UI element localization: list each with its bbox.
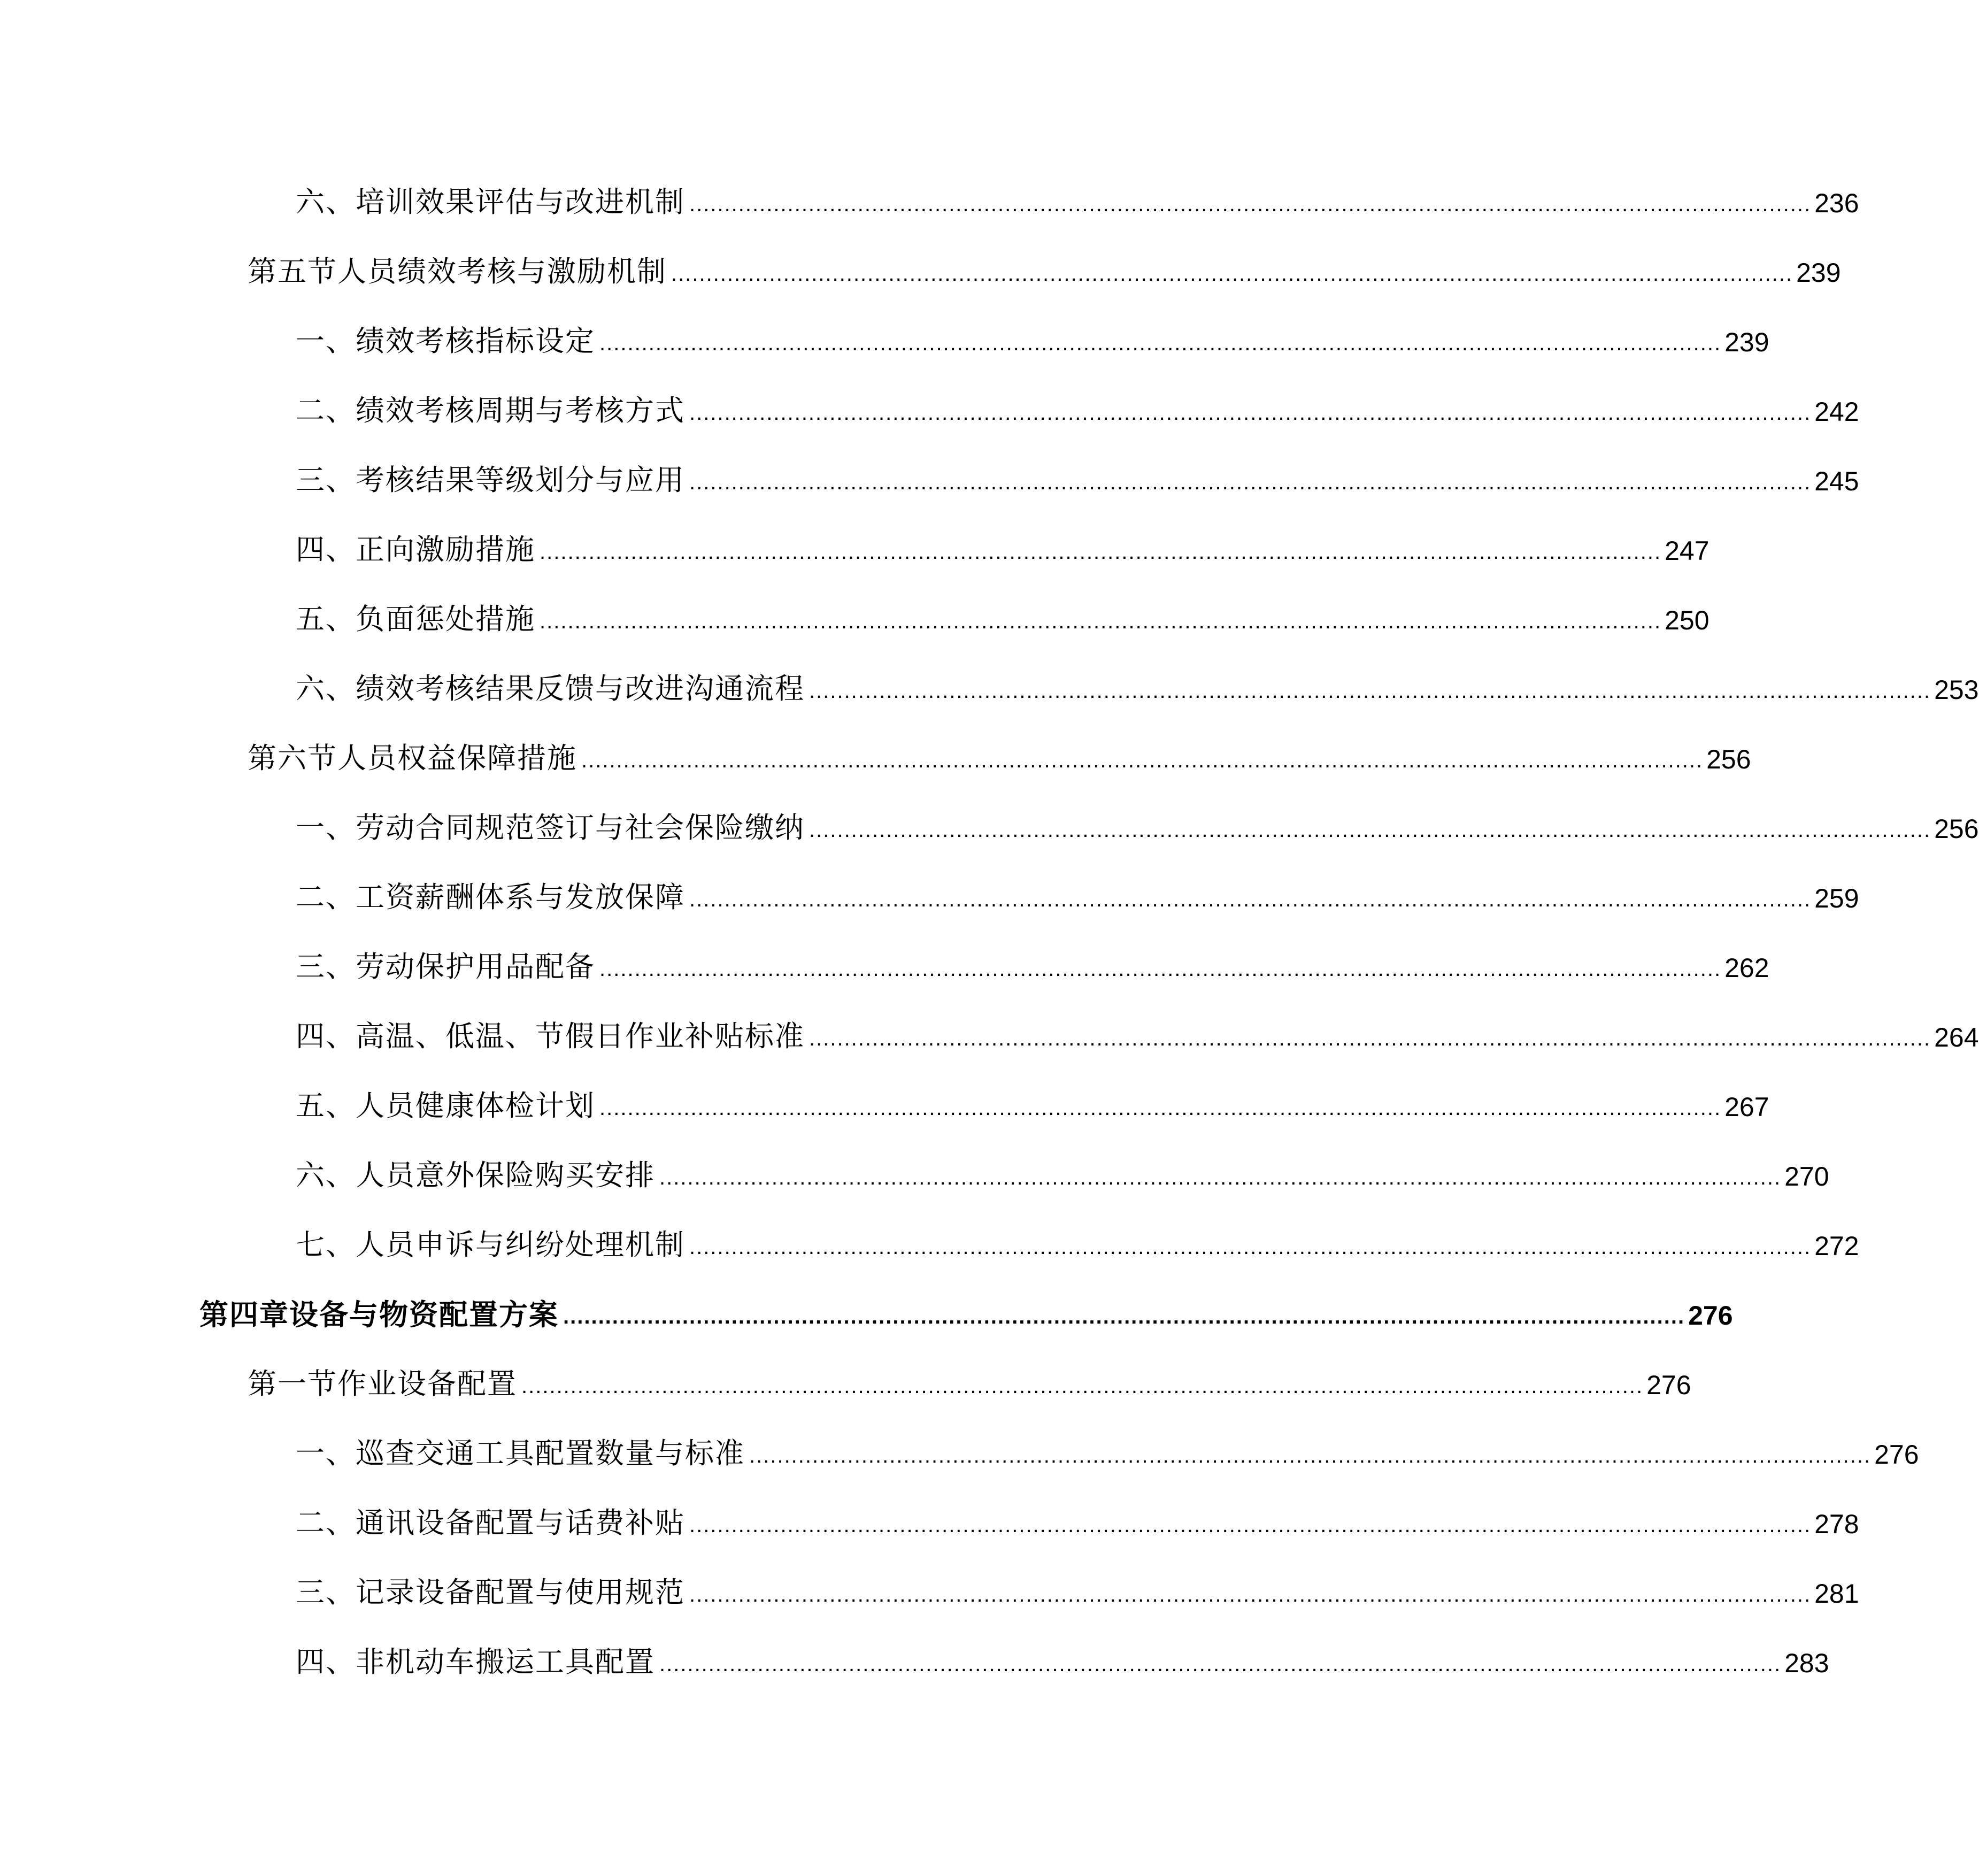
toc-entry-page: 267 bbox=[1724, 1092, 1769, 1122]
toc-entry-page: 242 bbox=[1814, 397, 1859, 427]
dot-leader: ................................................................................................................................................................ bbox=[809, 818, 1931, 842]
toc-entry-page: 259 bbox=[1814, 883, 1859, 913]
toc-entry[interactable] bbox=[296, 1425, 1919, 1470]
toc-entry-title: 第六节人员权益保障措施 bbox=[248, 741, 577, 775]
toc-entry-page: 236 bbox=[1814, 188, 1859, 218]
dot-leader: ................................................................................................................................................................ bbox=[540, 540, 1662, 564]
dot-leader: ................................................................................................................................................................ bbox=[599, 957, 1722, 981]
toc-entry[interactable] bbox=[248, 243, 1841, 288]
toc-entry[interactable] bbox=[296, 939, 1769, 983]
dot-leader: ................................................................................................................................................................ bbox=[599, 1096, 1722, 1120]
toc-entry-page: 253 bbox=[1934, 675, 1979, 705]
toc-entry[interactable] bbox=[296, 174, 1859, 219]
toc-entry-title: 二、工资薪酬体系与发放保障 bbox=[296, 880, 685, 914]
toc-entry-title: 六、培训效果评估与改进机制 bbox=[296, 185, 685, 219]
toc-entry[interactable] bbox=[296, 591, 1710, 636]
toc-entry-page: 239 bbox=[1796, 258, 1841, 288]
toc-entry[interactable] bbox=[296, 452, 1859, 497]
toc-entry-page: 256 bbox=[1706, 744, 1751, 774]
dot-leader: ................................................................................................................................................................ bbox=[809, 679, 1931, 703]
toc-entry-title: 七、人员申诉与纠纷处理机制 bbox=[296, 1228, 685, 1262]
toc-entry-page: 247 bbox=[1665, 536, 1710, 566]
toc-entry[interactable] bbox=[296, 1078, 1769, 1122]
toc-entry[interactable] bbox=[296, 660, 1979, 705]
dot-leader: ................................................................................................................................................................ bbox=[540, 610, 1662, 633]
toc-entry-page: 264 bbox=[1934, 1022, 1979, 1052]
toc-entry[interactable] bbox=[296, 382, 1859, 427]
toc-entry-page: 262 bbox=[1724, 953, 1769, 983]
toc-entry-title: 四、非机动车搬运工具配置 bbox=[296, 1645, 655, 1679]
toc-entry[interactable] bbox=[296, 799, 1979, 844]
dot-leader: ................................................................................................................................................................ bbox=[689, 1235, 1812, 1259]
dot-leader: ................................................................................................................................................................ bbox=[689, 1583, 1812, 1606]
dot-leader: ................................................................................................................................................................ bbox=[749, 1444, 1872, 1467]
dot-leader: ................................................................................................................................................................ bbox=[581, 749, 1704, 772]
toc-entry[interactable] bbox=[248, 730, 1751, 775]
toc-entry-page: 278 bbox=[1814, 1509, 1859, 1539]
toc-entry[interactable] bbox=[296, 869, 1859, 914]
toc-entry[interactable] bbox=[248, 1356, 1691, 1401]
toc-entry-title: 三、记录设备配置与使用规范 bbox=[296, 1575, 685, 1609]
toc-entry[interactable] bbox=[296, 1564, 1859, 1609]
toc-entry-title: 四、高温、低温、节假日作业补贴标准 bbox=[296, 1019, 805, 1053]
toc-entry-title: 四、正向激励措施 bbox=[296, 533, 535, 566]
toc-entry[interactable] bbox=[296, 521, 1710, 566]
toc-entry-title: 一、巡查交通工具配置数量与标准 bbox=[296, 1436, 745, 1470]
toc-entry[interactable] bbox=[296, 313, 1769, 358]
toc-entry-page: 245 bbox=[1814, 466, 1859, 496]
dot-leader: ................................................................................................................................................................ bbox=[689, 193, 1812, 216]
toc-entry[interactable] bbox=[296, 1495, 1859, 1540]
dot-leader: ................................................................................................................................................................ bbox=[689, 401, 1812, 425]
dot-leader: ................................................................................................................................................................ bbox=[689, 888, 1812, 911]
toc-entry-title: 三、劳动保护用品配备 bbox=[296, 950, 595, 983]
toc-entry-title: 第一节作业设备配置 bbox=[248, 1367, 517, 1401]
dot-leader: ................................................................................................................................................................ bbox=[563, 1305, 1685, 1328]
toc-entry-page: 276 bbox=[1688, 1301, 1733, 1331]
toc-entry-title: 第五节人员绩效考核与激励机制 bbox=[248, 255, 667, 288]
toc-entry-title: 二、绩效考核周期与考核方式 bbox=[296, 394, 685, 427]
toc-entry-page: 272 bbox=[1814, 1231, 1859, 1261]
toc-entry-title: 二、通讯设备配置与话费补贴 bbox=[296, 1506, 685, 1540]
toc-entry-title: 一、劳动合同规范签订与社会保险缴纳 bbox=[296, 811, 805, 844]
toc-entry-title: 第四章设备与物资配置方案 bbox=[199, 1297, 559, 1332]
toc-entry-page: 250 bbox=[1665, 605, 1710, 635]
toc-entry-page: 283 bbox=[1784, 1648, 1829, 1678]
dot-leader: ................................................................................................................................................................ bbox=[521, 1374, 1644, 1398]
dot-leader: ................................................................................................................................................................ bbox=[671, 262, 1793, 286]
toc-entry-page: 281 bbox=[1814, 1579, 1859, 1609]
toc-entry[interactable] bbox=[296, 1147, 1829, 1192]
toc-entry-title: 一、绩效考核指标设定 bbox=[296, 324, 595, 358]
toc-entry-page: 239 bbox=[1724, 327, 1769, 357]
dot-leader: ................................................................................................................................................................ bbox=[689, 471, 1812, 494]
dot-leader: ................................................................................................................................................................ bbox=[809, 1027, 1931, 1050]
toc-entry-page: 256 bbox=[1934, 814, 1979, 844]
toc-entry[interactable] bbox=[296, 1217, 1859, 1262]
dot-leader: ................................................................................................................................................................ bbox=[659, 1166, 1782, 1189]
dot-leader: ................................................................................................................................................................ bbox=[659, 1652, 1782, 1676]
toc-entry-page: 276 bbox=[1874, 1440, 1919, 1470]
toc-entry-title: 五、人员健康体检计划 bbox=[296, 1089, 595, 1122]
toc-entry[interactable] bbox=[296, 1008, 1979, 1053]
toc-entry-title: 三、考核结果等级划分与应用 bbox=[296, 463, 685, 497]
dot-leader: ................................................................................................................................................................ bbox=[689, 1513, 1812, 1537]
toc-entry-title: 六、绩效考核结果反馈与改进沟通流程 bbox=[296, 672, 805, 705]
toc-entry-title: 六、人员意外保险购买安排 bbox=[296, 1158, 655, 1192]
toc-entry[interactable] bbox=[296, 1634, 1829, 1679]
toc-entry-page: 276 bbox=[1646, 1370, 1691, 1400]
toc-entry-title: 五、负面惩处措施 bbox=[296, 602, 535, 636]
dot-leader: ................................................................................................................................................................ bbox=[599, 332, 1722, 355]
toc-entry-page: 270 bbox=[1784, 1162, 1829, 1191]
toc-entry[interactable] bbox=[199, 1286, 1733, 1332]
